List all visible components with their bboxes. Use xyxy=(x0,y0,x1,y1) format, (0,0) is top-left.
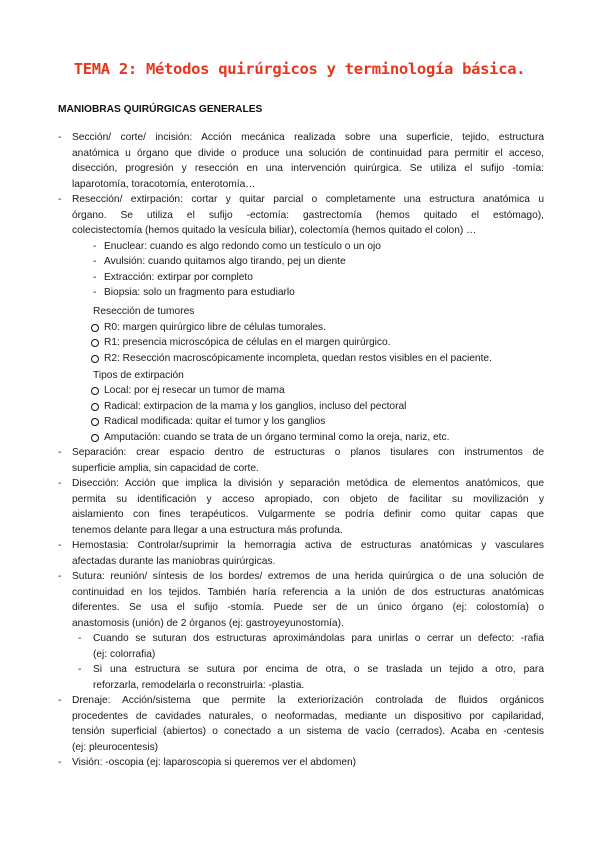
item-seccion-line: Sección/ corte/ incisión: Acción mecánica realizada sobre una superficie, tejido, estructura xyxy=(72,132,544,143)
section-heading: MANIOBRAS QUIRÚRGICAS GENERALES xyxy=(58,104,263,115)
item-diseccion-line: aislamiento con fines terapéuticos. Vulgarmente se podría definir como quitar capas que xyxy=(72,509,544,520)
bullet-dash: - xyxy=(58,757,62,768)
item-separacion-line: superficie amplia, sin capacidad de corte. xyxy=(72,462,259,474)
item-reseccion-line: Resección/ extirpación: cortar y quitar parcial o completamente una estructura anatómica u xyxy=(72,194,544,205)
sutura-subitem-line: Cuando se suturan dos estructuras aproximándolas para unirlas o cerrar un defecto: -rafia xyxy=(93,633,544,644)
item-sutura-line: anastomosis (unión) de 2 órganos (ej: gastroyeyunostomía). xyxy=(72,617,344,629)
subitem-line: Avulsión: cuando quitamos algo tirando, pej un diente xyxy=(104,256,346,267)
tipo-item: Local: por ej resecar un tumor de mama xyxy=(104,385,285,396)
bullet-dash: - xyxy=(93,240,97,252)
bullet-dash: - xyxy=(58,447,62,458)
circle-bullet-icon xyxy=(91,418,99,426)
item-drenaje-line: (ej: pleurocentesis) xyxy=(72,741,159,753)
bullet-dash: - xyxy=(93,271,97,283)
bullet-dash: - xyxy=(58,478,62,489)
tumor-item: R1: presencia microscópica de células en el margen quirúrgico. xyxy=(104,337,391,348)
tumor-item: R2: Resección macroscópicamente incompleta, quedan restos visibles en el paciente. xyxy=(104,352,492,364)
tipo-item: Radical: extirpacion de la mama y los ganglios, incluso del pectoral xyxy=(104,400,407,412)
bullet-dash: - xyxy=(58,571,62,582)
subitem-line: Biopsia: solo un fragmento para estudiarlo xyxy=(104,287,295,298)
sutura-subitem-line: reforzarla, remodelarla o reconstruirla: -plastia. xyxy=(93,679,305,691)
item-reseccion-line: colecistectomía (hemos quitado la vesícula biliar), colectomía (hemos quitado el colon) … xyxy=(72,225,477,236)
sutura-subitem-line: (ej: colorrafia) xyxy=(93,648,156,660)
subitem-line: Enuclear: cuando es algo redondo como un testículo o un ojo xyxy=(104,240,381,252)
item-seccion-line: laparotomía, toracotomía, enterotomía… xyxy=(72,178,256,190)
item-seccion-line: anatómica u órgano que divide o produce una solución de continuidad para permitir el acceso, xyxy=(72,147,544,159)
bullet-dash: - xyxy=(78,664,82,675)
circle-bullet-icon xyxy=(91,324,99,332)
bullet-dash: - xyxy=(58,194,62,205)
item-separacion-line: Separación: crear espacio dentro de estructuras o planos tisulares con instrumentos de xyxy=(72,447,544,458)
bullet-dash: - xyxy=(78,633,82,644)
bullet-dash: - xyxy=(58,540,62,551)
bullet-dash: - xyxy=(93,287,97,298)
item-hemostasia-line: Hemostasia: Controlar/suprimir la hemorragia activa de estructuras anatómicas y vasculares xyxy=(72,540,544,551)
item-reseccion-line: órgano. Se utiliza el sufijo -ectomía: gastrectomía (hemos quitado el estómago), xyxy=(72,209,544,221)
bullet-dash: - xyxy=(58,695,62,706)
item-diseccion-line: Disección: Acción que implica la división y separación metódica de elementos anatómicos, que xyxy=(72,478,544,489)
item-diseccion-line: tenemos delante para llegar a una estructura más profunda. xyxy=(72,524,343,536)
tipo-item: Radical modificada: quitar el tumor y los ganglios xyxy=(104,416,326,427)
circle-bullet-icon xyxy=(91,387,99,395)
item-seccion-line: disección, progresión y resección en una intervención quirúrgica. Se utiliza el sufijo -tomía: xyxy=(72,163,544,174)
circle-bullet-icon xyxy=(91,355,99,363)
subitem-line: Extracción: extirpar por completo xyxy=(104,271,253,283)
tumor-item: R0: margen quirúrgico libre de células tumorales. xyxy=(104,321,326,333)
item-drenaje-line: procedentes de cavidades naturales, o neoformadas, mediante un dispositivo por capilaridad, xyxy=(72,710,544,722)
tipo-item: Amputación: cuando se trata de un órgano terminal como la oreja, nariz, etc. xyxy=(104,431,450,443)
item-drenaje-line: Drenaje: Acción/sistema que permite la exteriorización controlada de fluidos orgánicos xyxy=(72,695,544,706)
document-title: TEMA 2: Métodos quirúrgicos y terminología básica. xyxy=(73,60,526,78)
circle-bullet-icon xyxy=(91,403,99,411)
item-sutura-line: Sutura: reunión/ síntesis de los bordes/ extremos de una herida quirúrgica o de una solución de xyxy=(72,571,544,582)
item-diseccion-line: permita su identificación y acceso apropiado, con objeto de facilitar su movilización y xyxy=(72,493,544,505)
item-hemostasia-line: afectadas durante las maniobras quirúrgicas. xyxy=(72,555,276,567)
item-sutura-line: diferentes. Se usa el sufijo -stomía. Puede ser de un único órgano (ej: colostomía) o xyxy=(72,602,544,613)
bullet-dash: - xyxy=(58,132,62,143)
circle-bullet-icon xyxy=(91,434,99,442)
subheading-tipos: Tipos de extirpación xyxy=(93,370,184,381)
bullet-dash: - xyxy=(93,256,97,267)
sutura-subitem-line: Si una estructura se sutura por encima de otra, o se traslada un tejido a otro, para xyxy=(93,664,544,675)
subheading-tumores: Resección de tumores xyxy=(93,306,195,317)
item-sutura-line: continuidad en los tejidos. También haría referencia a la unión de dos estructuras anatómicas xyxy=(72,586,544,598)
item-drenaje-line: tensión superficial (abiertos) o conectado a un sistema de vacío (cerrados). Acaba en -centesis xyxy=(72,726,544,737)
circle-bullet-icon xyxy=(91,339,99,347)
item-vision-line: Visión: -oscopia (ej: laparoscopia si queremos ver el abdomen) xyxy=(72,757,357,768)
